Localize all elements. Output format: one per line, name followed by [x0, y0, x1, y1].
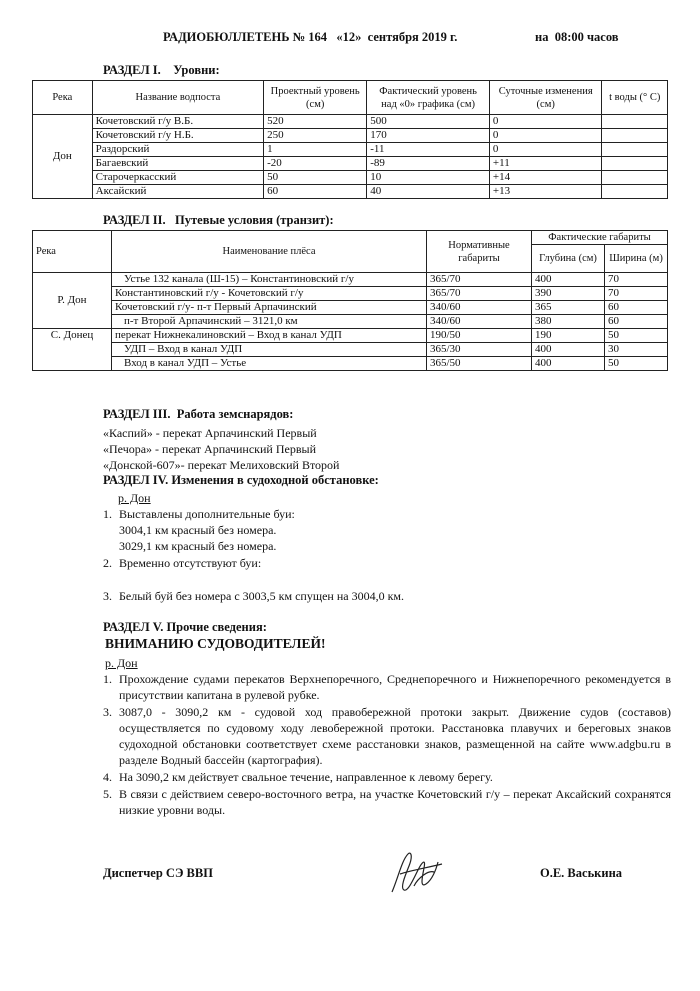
- width-cell: 50: [605, 357, 668, 371]
- list-item: 3087,0 - 3090,2 км - судовой ход правобережной протоки закрыт. Движение судов (составов) осуществляется по судовому ходу левобережной протоки. Расстановка плавучих и береговых знаков судоходной обстановки соответствует схеме расстановки знаков, размещенной на сайте www.adgbu.ru в разделе Водный бассейн (картография).: [119, 705, 671, 767]
- width-cell: 70: [605, 287, 668, 301]
- levels-header-row: [33, 81, 668, 115]
- dredger-list: [103, 425, 339, 473]
- post-cell: Кочетовский г/у В.Б.: [92, 115, 264, 129]
- item-number: 3.: [103, 705, 112, 719]
- table-row: [33, 115, 668, 129]
- daily-cell: +14: [489, 171, 602, 185]
- stretch-cell: Устье 132 канала (Ш-15) – Константиновский г/у: [112, 273, 427, 287]
- table-row: [33, 273, 668, 287]
- item-text: Временно отсутствуют буи:: [119, 556, 262, 570]
- design-cell: 1: [264, 143, 367, 157]
- daily-cell: +11: [489, 157, 602, 171]
- col-daily: Суточные изменения (см): [489, 81, 602, 115]
- design-cell: 520: [264, 115, 367, 129]
- width-cell: 60: [605, 301, 668, 315]
- list-item: 3029,1 км красный без номера.: [119, 539, 277, 553]
- temp-cell: [602, 157, 668, 171]
- temp-cell: [602, 143, 668, 157]
- actual-cell: 500: [367, 115, 490, 129]
- list-item: На 3090,2 км действует свальное течение, направленное к левому берегу.: [119, 770, 493, 784]
- stretch-cell: Константиновский г/у - Кочетовский г/у: [112, 287, 427, 301]
- stretch-cell: Вход в канал УДП – Устье: [112, 357, 427, 371]
- width-cell: 30: [605, 343, 668, 357]
- section4-heading: РАЗДЕЛ IV. Изменения в судоходной обстановке:: [103, 473, 379, 487]
- stretch-cell: Кочетовский г/у- п-т Первый Арпачинский: [112, 301, 427, 315]
- table-row: [33, 157, 668, 171]
- normative-cell: 340/60: [427, 315, 532, 329]
- col-temp: t воды (° C): [602, 81, 668, 115]
- depth-cell: 380: [532, 315, 605, 329]
- col-width: Ширина (м): [605, 245, 668, 273]
- table-row: [33, 343, 668, 357]
- col-normative: Нормативные габариты: [427, 231, 532, 273]
- item-number: 5.: [103, 787, 112, 801]
- bulletin-title-text: РАДИОБЮЛЛЕТЕНЬ № 164 «12» сентября 2019 г.: [163, 30, 458, 44]
- width-cell: 50: [605, 329, 668, 343]
- table-row: [33, 185, 668, 199]
- col-actual-group: Фактические габариты: [532, 231, 668, 245]
- daily-cell: 0: [489, 115, 602, 129]
- temp-cell: [602, 129, 668, 143]
- design-cell: 60: [264, 185, 367, 199]
- col-design: Проектный уровень (см): [264, 81, 367, 115]
- actual-cell: -11: [367, 143, 490, 157]
- width-cell: 60: [605, 315, 668, 329]
- depth-cell: 390: [532, 287, 605, 301]
- stretch-cell: УДП – Вход в канал УДП: [112, 343, 427, 357]
- section2-heading: РАЗДЕЛ II. Путевые условия (транзит):: [103, 213, 334, 227]
- depth-cell: 400: [532, 343, 605, 357]
- design-cell: 50: [264, 171, 367, 185]
- table-row: [33, 287, 668, 301]
- temp-cell: [602, 171, 668, 185]
- item-number: 4.: [103, 770, 112, 784]
- design-cell: 250: [264, 129, 367, 143]
- normative-cell: 190/50: [427, 329, 532, 343]
- col-actual: Фактический уровень над «0» графика (см): [367, 81, 490, 115]
- temp-cell: [602, 115, 668, 129]
- list-item: В связи с действием северо-восточного ветра, на участке Кочетовский г/у – перекат Аксайский сохранятся низкие уровни воды.: [119, 787, 671, 817]
- levels-table: [32, 80, 668, 199]
- item-text: Белый буй без номера с 3003,5 км спущен на 3004,0 км.: [119, 589, 405, 603]
- normative-cell: 365/30: [427, 343, 532, 357]
- list-item: Прохождение судами перекатов Верхнепоречного, Среднепоречного и Нижнепоречного рекомендуется в присутствии капитана в рулевой рубке.: [119, 672, 671, 702]
- river-cell: Дон: [33, 115, 93, 199]
- stretch-cell: перекат Нижнекалиновский – Вход в канал УДП: [112, 329, 427, 343]
- table-row: [33, 357, 668, 371]
- section5-river: р. Дон: [105, 656, 138, 670]
- stretch-cell: п-т Второй Арпачинский – 3121,0 км: [112, 315, 427, 329]
- attention-notice: ВНИМАНИЮ СУДОВОДИТЕЛЕЙ!: [105, 636, 326, 651]
- col-stretch: Наименование плёса: [112, 231, 427, 273]
- table-row: [33, 329, 668, 343]
- river-cell: С. Донец: [33, 329, 112, 371]
- item-text: Выставлены дополнительные буи:: [119, 507, 295, 521]
- table-row: [33, 315, 668, 329]
- section4-river: р. Дон: [118, 491, 151, 505]
- actual-cell: 10: [367, 171, 490, 185]
- item-number: 2.: [103, 556, 112, 570]
- list-item: «Каспий» - перекат Арпачинский Первый: [103, 426, 317, 440]
- normative-cell: 340/60: [427, 301, 532, 315]
- section5-heading: РАЗДЕЛ V. Прочие сведения:: [103, 620, 267, 634]
- list-item: «Донской-607»- перекат Мелиховский Второй: [103, 458, 340, 472]
- river-cell: Р. Дон: [33, 273, 112, 329]
- item-number: 3.: [103, 589, 112, 603]
- col-post: Название водпоста: [92, 81, 264, 115]
- post-cell: Кочетовский г/у Н.Б.: [92, 129, 264, 143]
- table-row: [33, 129, 668, 143]
- actual-cell: 40: [367, 185, 490, 199]
- post-cell: Старочеркасский: [92, 171, 264, 185]
- temp-cell: [602, 185, 668, 199]
- post-cell: Багаевский: [92, 157, 264, 171]
- transit-header-row: [33, 231, 668, 245]
- width-cell: 70: [605, 273, 668, 287]
- daily-cell: 0: [489, 129, 602, 143]
- section3-heading: РАЗДЕЛ III. Работа земснарядов:: [103, 407, 294, 421]
- normative-cell: 365/50: [427, 357, 532, 371]
- section1-heading: РАЗДЕЛ I. Уровни:: [103, 63, 220, 77]
- daily-cell: 0: [489, 143, 602, 157]
- col-river: Река: [33, 231, 112, 273]
- daily-cell: +13: [489, 185, 602, 199]
- table-row: [33, 301, 668, 315]
- list-item: 3004,1 км красный без номера.: [119, 523, 277, 537]
- dispatcher-title: Диспетчер СЭ ВВП: [103, 866, 213, 880]
- table-row: [33, 143, 668, 157]
- post-cell: Аксайский: [92, 185, 264, 199]
- normative-cell: 365/70: [427, 273, 532, 287]
- actual-cell: 170: [367, 129, 490, 143]
- item-number: 1.: [103, 507, 112, 521]
- bulletin-time: на 08:00 часов: [535, 30, 619, 44]
- table-row: [33, 171, 668, 185]
- depth-cell: 400: [532, 357, 605, 371]
- item-number: 1.: [103, 672, 112, 686]
- depth-cell: 400: [532, 273, 605, 287]
- col-river: Река: [33, 81, 93, 115]
- signature-icon: [378, 848, 448, 900]
- design-cell: -20: [264, 157, 367, 171]
- depth-cell: 190: [532, 329, 605, 343]
- normative-cell: 365/70: [427, 287, 532, 301]
- dispatcher-name: О.Е. Васькина: [540, 866, 623, 880]
- actual-cell: -89: [367, 157, 490, 171]
- depth-cell: 365: [532, 301, 605, 315]
- post-cell: Раздорский: [92, 143, 264, 157]
- transit-table: [32, 230, 668, 371]
- list-item: «Печора» - перекат Арпачинский Первый: [103, 442, 316, 456]
- col-depth: Глубина (см): [532, 245, 605, 273]
